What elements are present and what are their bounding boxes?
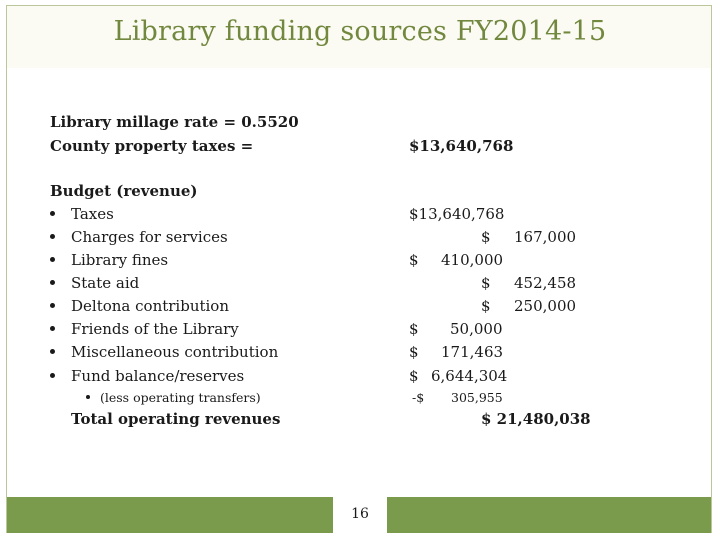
item-currency-friends: $ [409, 320, 419, 338]
item-currency-state-aid: $ [481, 274, 491, 292]
item-amount-deltona: 250,000 [514, 297, 577, 315]
budget-heading: Budget (revenue) [50, 182, 198, 200]
bullet-icon [50, 349, 55, 354]
bullet-icon [50, 257, 55, 262]
bullet-icon [50, 326, 55, 331]
millage-rate-line: Library millage rate = 0.5520 [50, 113, 299, 131]
bullet-icon [50, 280, 55, 285]
bullet-icon [50, 373, 55, 378]
county-taxes-label: County property taxes = [50, 137, 254, 155]
item-amount-state-aid: 452,458 [514, 274, 577, 292]
bullet-icon [50, 211, 55, 216]
sub-item-amount: 305,955 [451, 390, 503, 405]
item-amount-charges: 167,000 [514, 228, 577, 246]
item-label-misc: Miscellaneous contribution [71, 343, 279, 361]
slide-title: Library funding sources FY2014-15 [113, 16, 607, 47]
sub-item-currency: -$ [412, 390, 425, 405]
item-label-deltona: Deltona contribution [71, 297, 229, 315]
item-label-fines: Library fines [71, 251, 169, 269]
item-currency-fund-balance: $ [409, 367, 419, 385]
item-label-taxes: Taxes [71, 205, 114, 223]
bullet-icon [50, 303, 55, 308]
page-number: 16 [351, 506, 369, 522]
slide-frame [6, 5, 712, 533]
total-value: $ 21,480,038 [481, 410, 591, 428]
item-label-charges: Charges for services [71, 228, 228, 246]
item-label-friends: Friends of the Library [71, 320, 239, 338]
sub-item-label: (less operating transfers) [100, 390, 261, 405]
total-label: Total operating revenues [71, 410, 281, 428]
sub-bullet-icon [86, 395, 90, 399]
item-amount-friends: 50,000 [450, 320, 503, 338]
bullet-icon [50, 234, 55, 239]
item-amount-fund-balance: 6,644,304 [431, 367, 508, 385]
item-currency-misc: $ [409, 343, 419, 361]
county-taxes-value: $13,640,768 [409, 137, 514, 155]
item-value-taxes: $13,640,768 [409, 205, 505, 223]
item-amount-fines: 410,000 [441, 251, 504, 269]
item-label-fund-balance: Fund balance/reserves [71, 367, 245, 385]
item-amount-misc: 171,463 [441, 343, 504, 361]
item-currency-fines: $ [409, 251, 419, 269]
item-currency-deltona: $ [481, 297, 491, 315]
item-currency-charges: $ [481, 228, 491, 246]
item-label-state-aid: State aid [71, 274, 140, 292]
